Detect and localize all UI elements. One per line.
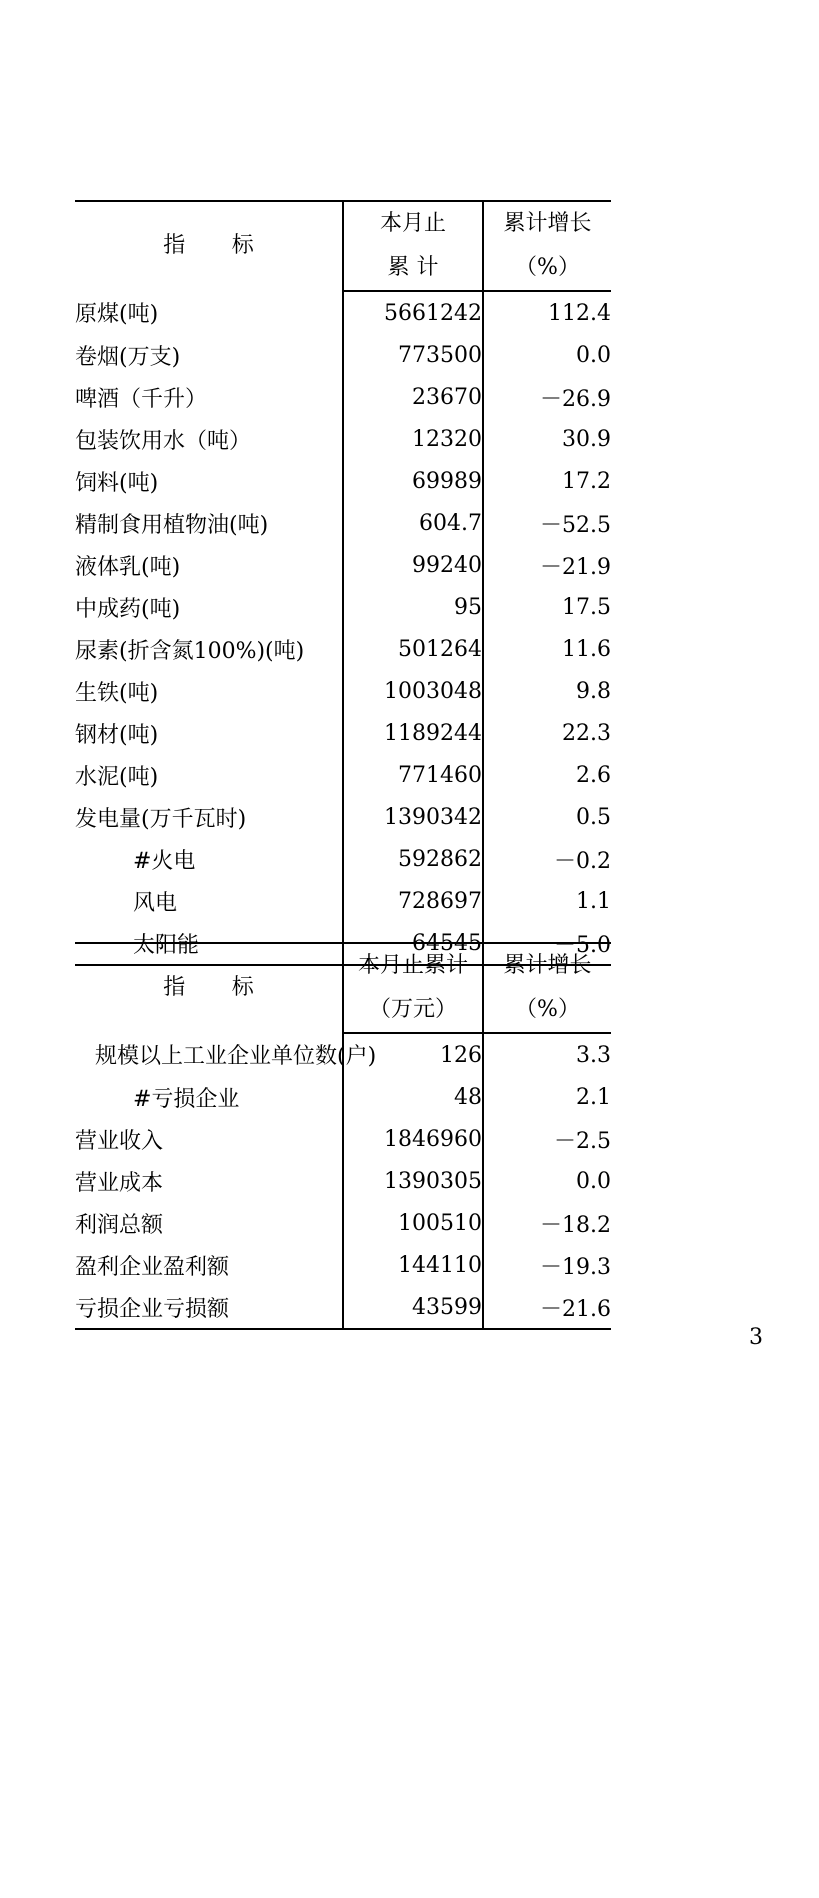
table-header-row [75, 201, 611, 246]
row-indicator: 钢材(吨) [75, 722, 159, 748]
row-indicator: 发电量(万千瓦时) [75, 806, 247, 832]
row-growth: 2.6 [483, 754, 611, 796]
row-value: 144110 [343, 1244, 483, 1286]
table-row [75, 1033, 611, 1076]
table-row [75, 838, 611, 880]
table-row [75, 670, 611, 712]
row-value: 1846960 [343, 1118, 483, 1160]
row-indicator: #火电 [133, 848, 196, 874]
table-row [75, 460, 611, 502]
row-value: 99240 [343, 544, 483, 586]
header-growth-line2: （%） [483, 988, 611, 1033]
row-growth: 22.3 [483, 712, 611, 754]
table-row [75, 1202, 611, 1244]
table-row [75, 628, 611, 670]
row-indicator: 包装饮用水（吨） [75, 428, 252, 454]
table-row [75, 376, 611, 418]
row-value: 1390342 [343, 796, 483, 838]
row-value: 501264 [343, 628, 483, 670]
row-value: 1390305 [343, 1160, 483, 1202]
row-indicator: 营业成本 [75, 1170, 164, 1196]
row-value: 95 [343, 586, 483, 628]
header-growth-line1: 累计增长 [483, 943, 611, 988]
row-growth: －0.2 [483, 838, 611, 880]
row-indicator: 饲料(吨) [75, 470, 159, 496]
row-indicator: 盈利企业盈利额 [75, 1254, 230, 1280]
table-row [75, 418, 611, 460]
table-row [75, 754, 611, 796]
page-number: 3 [749, 1325, 763, 1350]
header-indicator: 指 标 [75, 201, 343, 291]
row-growth: －26.9 [483, 376, 611, 418]
table-row [75, 1118, 611, 1160]
table-row [75, 880, 611, 922]
row-value: 100510 [343, 1202, 483, 1244]
header-growth-line2: （%） [483, 246, 611, 291]
row-value: 126 [343, 1033, 483, 1076]
table-row [75, 1244, 611, 1286]
row-indicator: 亏损企业亏损额 [75, 1286, 343, 1329]
row-indicator: 中成药(吨) [75, 596, 181, 622]
production-statistics-table [75, 200, 611, 966]
table-row [75, 544, 611, 586]
row-value: 5661242 [343, 291, 483, 334]
row-value: 1189244 [343, 712, 483, 754]
row-value: 1003048 [343, 670, 483, 712]
table-row [75, 1160, 611, 1202]
row-indicator: 利润总额 [75, 1212, 164, 1238]
row-indicator: 太阳能 [75, 922, 343, 965]
header-indicator: 指 标 [75, 943, 343, 1033]
header-cumulative-line1: 本月止 [343, 201, 483, 246]
row-growth: 17.2 [483, 460, 611, 502]
row-growth: －2.5 [483, 1118, 611, 1160]
row-growth: －5.0 [483, 922, 611, 965]
row-value: 23670 [343, 376, 483, 418]
table-row [75, 1286, 611, 1329]
row-growth: －21.9 [483, 544, 611, 586]
row-growth: 112.4 [483, 291, 611, 334]
row-growth: 0.0 [483, 334, 611, 376]
row-indicator: 精制食用植物油(吨) [75, 512, 269, 538]
row-indicator: 液体乳(吨) [75, 554, 181, 580]
table-row [75, 334, 611, 376]
row-growth: －21.6 [483, 1286, 611, 1329]
row-growth: 11.6 [483, 628, 611, 670]
row-indicator: 啤酒（千升） [75, 386, 208, 412]
table-row [75, 291, 611, 334]
row-growth: －19.3 [483, 1244, 611, 1286]
row-growth: 2.1 [483, 1076, 611, 1118]
finance-statistics-table [75, 942, 611, 1330]
row-value: 43599 [343, 1286, 483, 1329]
header-cumulative-line2: （万元） [343, 988, 483, 1033]
row-value: 728697 [343, 880, 483, 922]
table-row [75, 712, 611, 754]
row-indicator: #亏损企业 [133, 1086, 240, 1112]
row-indicator: 尿素(折含氮100%)(吨) [75, 638, 305, 664]
row-growth: 0.0 [483, 1160, 611, 1202]
row-value: 48 [343, 1076, 483, 1118]
table-row [75, 1076, 611, 1118]
row-growth: 3.3 [483, 1033, 611, 1076]
row-growth: 0.5 [483, 796, 611, 838]
row-value: 773500 [343, 334, 483, 376]
header-cumulative-line2: 累 计 [343, 246, 483, 291]
row-indicator: 生铁(吨) [75, 680, 159, 706]
row-indicator: 规模以上工业企业单位数(户) [95, 1044, 377, 1069]
row-growth: －52.5 [483, 502, 611, 544]
table-row [75, 796, 611, 838]
row-value: 12320 [343, 418, 483, 460]
header-cumulative-line1: 本月止累计 [343, 943, 483, 988]
header-growth-line1: 累计增长 [483, 201, 611, 246]
row-growth: 30.9 [483, 418, 611, 460]
row-indicator: 原煤(吨) [75, 302, 159, 327]
row-growth: 1.1 [483, 880, 611, 922]
table-header-row [75, 943, 611, 988]
row-value: 604.7 [343, 502, 483, 544]
row-value: 64545 [343, 922, 483, 965]
table-row [75, 586, 611, 628]
row-growth: －18.2 [483, 1202, 611, 1244]
row-indicator: 风电 [133, 890, 178, 916]
row-value: 592862 [343, 838, 483, 880]
row-indicator: 卷烟(万支) [75, 344, 181, 370]
table-row [75, 502, 611, 544]
row-value: 69989 [343, 460, 483, 502]
row-indicator: 营业收入 [75, 1128, 164, 1154]
row-growth: 17.5 [483, 586, 611, 628]
row-growth: 9.8 [483, 670, 611, 712]
row-value: 771460 [343, 754, 483, 796]
row-indicator: 水泥(吨) [75, 764, 159, 790]
